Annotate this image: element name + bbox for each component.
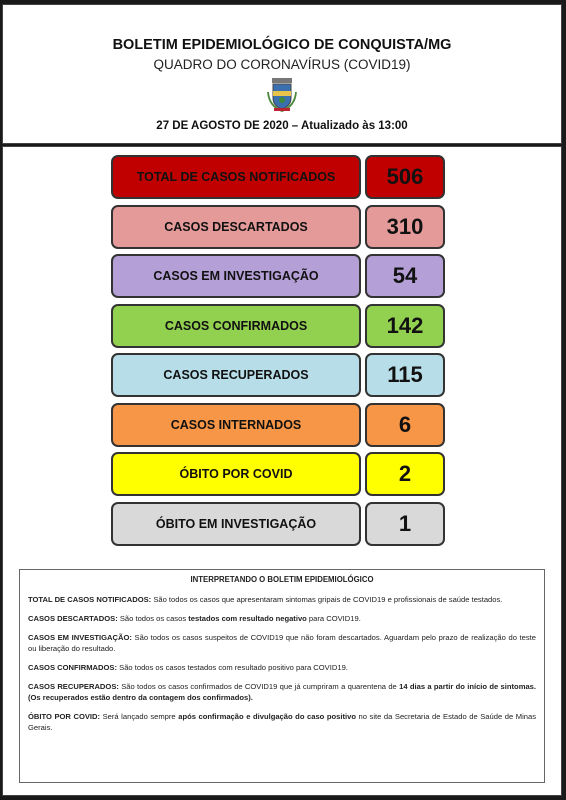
obito-covid-value: 2 <box>365 452 445 496</box>
stat-row-obito-covid <box>3 452 563 496</box>
note-total: TOTAL DE CASOS NOTIFICADOS: São todos os casos que apresentaram sintomas gripais de COVID19 e profissionais de saúde testados. <box>28 595 503 605</box>
bulletin-date: 27 DE AGOSTO DE 2020 – Atualizado às 13:00 <box>156 120 408 132</box>
obito-investigacao-label: ÓBITO EM INVESTIGAÇÃO <box>111 502 361 546</box>
note-investigacao: CASOS EM INVESTIGAÇÃO: São todos os casos suspeitos de COVID19 que não foram descartados. Aguardam pelo prazo de realização do teste ou liberação do resultado. <box>28 633 536 654</box>
casos-recuperados-label: CASOS RECUPERADOS <box>111 353 361 397</box>
notes-title: INTERPRETANDO O BOLETIM EPIDEMIOLÓGICO <box>190 575 374 584</box>
notes-box <box>19 569 545 783</box>
note-obito: ÓBITO POR COVID: Será lançado sempre após confirmação e divulgação do caso positivo no site da Secretaria de Estado de Saúde de Minas Gerais. <box>28 712 536 733</box>
note-descartados: CASOS DESCARTADOS: São todos os casos testados com resultado negativo para COVID19. <box>28 614 361 624</box>
main-panel <box>2 146 562 796</box>
casos-investigacao-value: 54 <box>365 254 445 298</box>
obito-covid-label: ÓBITO POR COVID <box>111 452 361 496</box>
stat-row-casos-confirmados <box>3 304 563 348</box>
casos-descartados-label: CASOS DESCARTADOS <box>111 205 361 249</box>
bulletin-title: BOLETIM EPIDEMIOLÓGICO DE CONQUISTA/MG <box>112 37 452 53</box>
municipal-crest-icon <box>267 78 297 112</box>
note-confirmados: CASOS CONFIRMADOS: São todos os casos testados com resultado positivo para COVID19. <box>28 663 348 673</box>
stat-row-casos-internados <box>3 403 563 447</box>
bulletin-subtitle: QUADRO DO CORONAVÍRUS (COVID19) <box>153 57 411 72</box>
casos-descartados-value: 310 <box>365 205 445 249</box>
stat-row-casos-investigacao <box>3 254 563 298</box>
casos-internados-label: CASOS INTERNADOS <box>111 403 361 447</box>
obito-investigacao-value: 1 <box>365 502 445 546</box>
header <box>2 4 562 144</box>
stat-row-total-notificados <box>3 155 563 199</box>
casos-internados-value: 6 <box>365 403 445 447</box>
stat-row-obito-investigacao <box>3 502 563 546</box>
casos-confirmados-value: 142 <box>365 304 445 348</box>
stat-row-casos-recuperados <box>3 353 563 397</box>
casos-confirmados-label: CASOS CONFIRMADOS <box>111 304 361 348</box>
casos-investigacao-label: CASOS EM INVESTIGAÇÃO <box>111 254 361 298</box>
stat-row-casos-descartados <box>3 205 563 249</box>
note-recuperados: CASOS RECUPERADOS: São todos os casos confirmados de COVID19 que já cumpriram a quarentena de 14 dias a partir do início de sintomas. (Os recuperados estão dentro da contagem dos confirmados). <box>28 682 536 703</box>
casos-recuperados-value: 115 <box>365 353 445 397</box>
total-notificados-label: TOTAL DE CASOS NOTIFICADOS <box>111 155 361 199</box>
total-notificados-value: 506 <box>365 155 445 199</box>
